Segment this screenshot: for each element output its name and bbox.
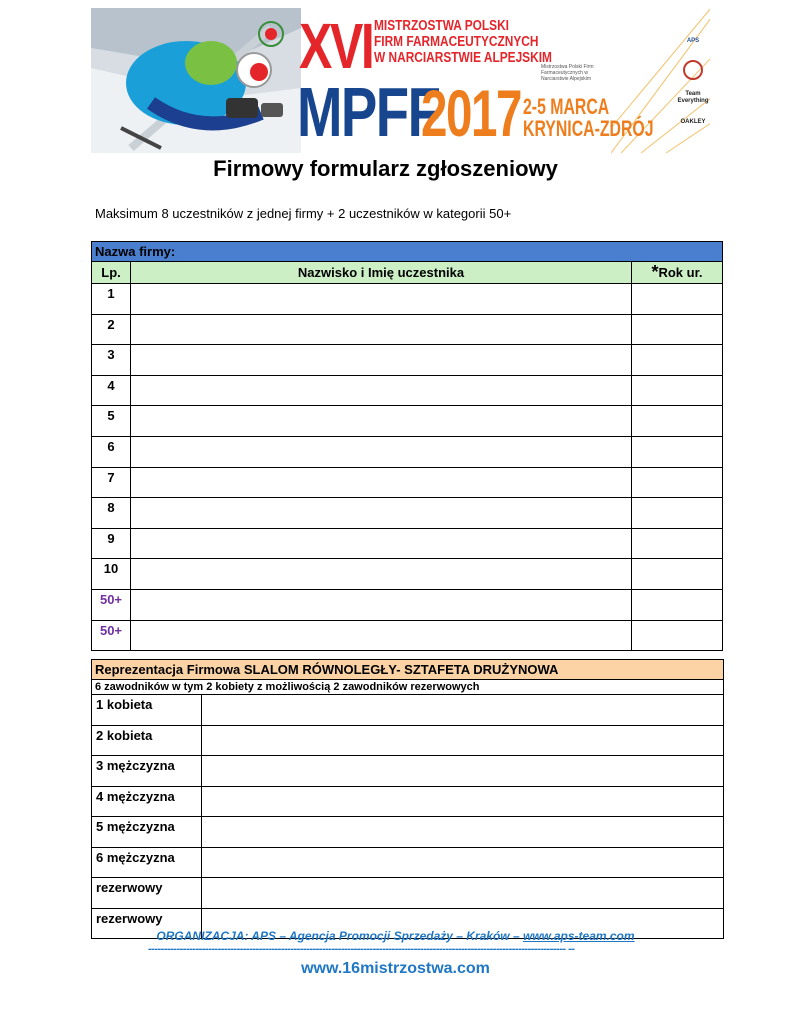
- asterisk-mark: *: [651, 262, 659, 282]
- table-row: [92, 756, 724, 787]
- relay-position-label: 3 mężczyzna: [92, 756, 202, 787]
- col-header-name: Nazwisko i Imię uczestnika: [131, 262, 632, 284]
- event-website[interactable]: www.16mistrzostwa.com: [301, 960, 490, 977]
- relay-name-cell[interactable]: [202, 817, 724, 848]
- table-row: [92, 559, 723, 590]
- col-header-year: [632, 262, 723, 284]
- banner-roman-numeral: XVI: [299, 10, 373, 82]
- sponsor-logos: [676, 16, 710, 151]
- table-row: [92, 589, 723, 620]
- col-header-year-label: Rok ur.: [658, 265, 703, 280]
- participant-name-cell[interactable]: [131, 436, 632, 467]
- table-row: [92, 847, 724, 878]
- banner-subtitle-line: W NARCIARSTWIE ALPEJSKIM: [374, 50, 552, 66]
- relay-position-label: 6 mężczyzna: [92, 847, 202, 878]
- row-number: 2: [92, 314, 131, 345]
- participants-table: [91, 241, 723, 651]
- organizer-link[interactable]: www.aps-team.com: [522, 929, 635, 943]
- table-row: [92, 375, 723, 406]
- banner-location: KRYNICA-ZDRÓJ: [523, 116, 654, 141]
- birth-year-cell[interactable]: [632, 528, 723, 559]
- table-row: [92, 436, 723, 467]
- table-row: [92, 786, 724, 817]
- relay-name-cell[interactable]: [202, 847, 724, 878]
- relay-name-cell[interactable]: [202, 756, 724, 787]
- row-number: 5: [92, 406, 131, 437]
- relay-header-row: [92, 660, 724, 680]
- row-number: 7: [92, 467, 131, 498]
- birth-year-cell[interactable]: [632, 589, 723, 620]
- birth-year-cell[interactable]: [632, 436, 723, 467]
- banner-subtitle-line: FIRM FARMACEUTYCZNYCH: [374, 34, 539, 50]
- participant-name-cell[interactable]: [131, 559, 632, 590]
- participant-name-cell[interactable]: [131, 498, 632, 529]
- table-row: [92, 620, 723, 651]
- participant-limit-note: Maksimum 8 uczestników z jednej firmy + 2 uczestników w kategorii 50+: [95, 206, 512, 221]
- row-number: 3: [92, 345, 131, 376]
- organizer-text: ORGANIZACJA: APS – Agencja Promocji Sprzedaży – Kraków –: [156, 929, 523, 943]
- birth-year-cell[interactable]: [632, 559, 723, 590]
- birth-year-cell[interactable]: [632, 375, 723, 406]
- event-small-logo-text: Mistrzostwa Polski Firm Farmaceutycznych w Narciarstwie Alpejskim: [541, 64, 594, 82]
- row-number-senior: 50+: [92, 620, 131, 651]
- table-row: [92, 467, 723, 498]
- footer-divider: ------------------------------------------------------------------------------------------------------------------------------------ --: [148, 943, 575, 955]
- relay-position-label: 4 mężczyzna: [92, 786, 202, 817]
- birth-year-cell[interactable]: [632, 467, 723, 498]
- row-number: 8: [92, 498, 131, 529]
- laurel-badge-icon: [256, 16, 286, 56]
- table-row: [92, 345, 723, 376]
- participant-name-cell[interactable]: [131, 375, 632, 406]
- banner-date-range: 2-5 MARCA: [523, 94, 610, 119]
- table-row: [92, 878, 724, 909]
- participant-name-cell[interactable]: [131, 528, 632, 559]
- col-header-lp: Lp.: [92, 262, 131, 284]
- birth-year-cell[interactable]: [632, 406, 723, 437]
- company-name-label: Nazwa firmy:: [95, 244, 176, 259]
- table-row: [92, 284, 723, 315]
- banner-acronym: MPFF: [297, 73, 440, 151]
- sponsor-logo: APS: [686, 38, 700, 44]
- row-number-senior: 50+: [92, 589, 131, 620]
- relay-name-cell[interactable]: [202, 725, 724, 756]
- relay-position-label: 2 kobieta: [92, 725, 202, 756]
- participant-name-cell[interactable]: [131, 406, 632, 437]
- birth-year-cell[interactable]: [632, 345, 723, 376]
- banner-subtitle: [374, 18, 552, 66]
- sponsor-logo: Team Everything: [677, 91, 709, 104]
- birth-year-cell[interactable]: [632, 620, 723, 651]
- relay-position-label: rezerwowy: [92, 878, 202, 909]
- table-row: [92, 314, 723, 345]
- table-row: [92, 498, 723, 529]
- relay-name-cell[interactable]: [202, 786, 724, 817]
- table-row: [92, 817, 724, 848]
- relay-name-cell[interactable]: [202, 695, 724, 726]
- banner-dates: [523, 96, 654, 140]
- banner-year: 2017: [421, 76, 521, 150]
- birth-year-cell[interactable]: [632, 498, 723, 529]
- row-number: 10: [92, 559, 131, 590]
- banner-subtitle-line: MISTRZOSTWA POLSKI: [374, 18, 509, 34]
- participant-name-cell[interactable]: [131, 345, 632, 376]
- row-number: 1: [92, 284, 131, 315]
- company-name-field[interactable]: [92, 242, 723, 262]
- participant-name-cell[interactable]: [131, 314, 632, 345]
- birth-year-cell[interactable]: [632, 314, 723, 345]
- relay-position-label: 5 mężczyzna: [92, 817, 202, 848]
- relay-position-label: rezerwowy: [92, 908, 202, 939]
- relay-position-label: 1 kobieta: [92, 695, 202, 726]
- company-name-row: [92, 242, 723, 262]
- relay-team-table: [91, 659, 724, 939]
- relay-name-cell[interactable]: [202, 878, 724, 909]
- relay-header: Reprezentacja Firmowa SLALOM RÓWNOLEGŁY- SZTAFETA DRUŻYNOWA: [92, 660, 724, 680]
- organizer-line: [0, 929, 791, 943]
- participant-name-cell[interactable]: [131, 620, 632, 651]
- page-title: Firmowy formularz zgłoszeniowy: [213, 156, 558, 181]
- birth-year-cell[interactable]: [632, 284, 723, 315]
- participant-name-cell[interactable]: [131, 589, 632, 620]
- event-banner: [91, 8, 710, 153]
- relay-description-row: [92, 680, 724, 695]
- relay-description: 6 zawodników w tym 2 kobiety z możliwością 2 zawodników rezerwowych: [92, 680, 724, 695]
- participants-header-row: [92, 262, 723, 284]
- sponsor-logo: OAKLEY: [680, 119, 706, 125]
- participant-name-cell[interactable]: [131, 284, 632, 315]
- table-row: [92, 406, 723, 437]
- participant-name-cell[interactable]: [131, 467, 632, 498]
- table-row: [92, 725, 724, 756]
- table-row: [92, 695, 724, 726]
- sponsor-circle-icon: [678, 59, 708, 81]
- event-small-logo: [541, 64, 601, 94]
- table-row: [92, 528, 723, 559]
- row-number: 4: [92, 375, 131, 406]
- row-number: 6: [92, 436, 131, 467]
- row-number: 9: [92, 528, 131, 559]
